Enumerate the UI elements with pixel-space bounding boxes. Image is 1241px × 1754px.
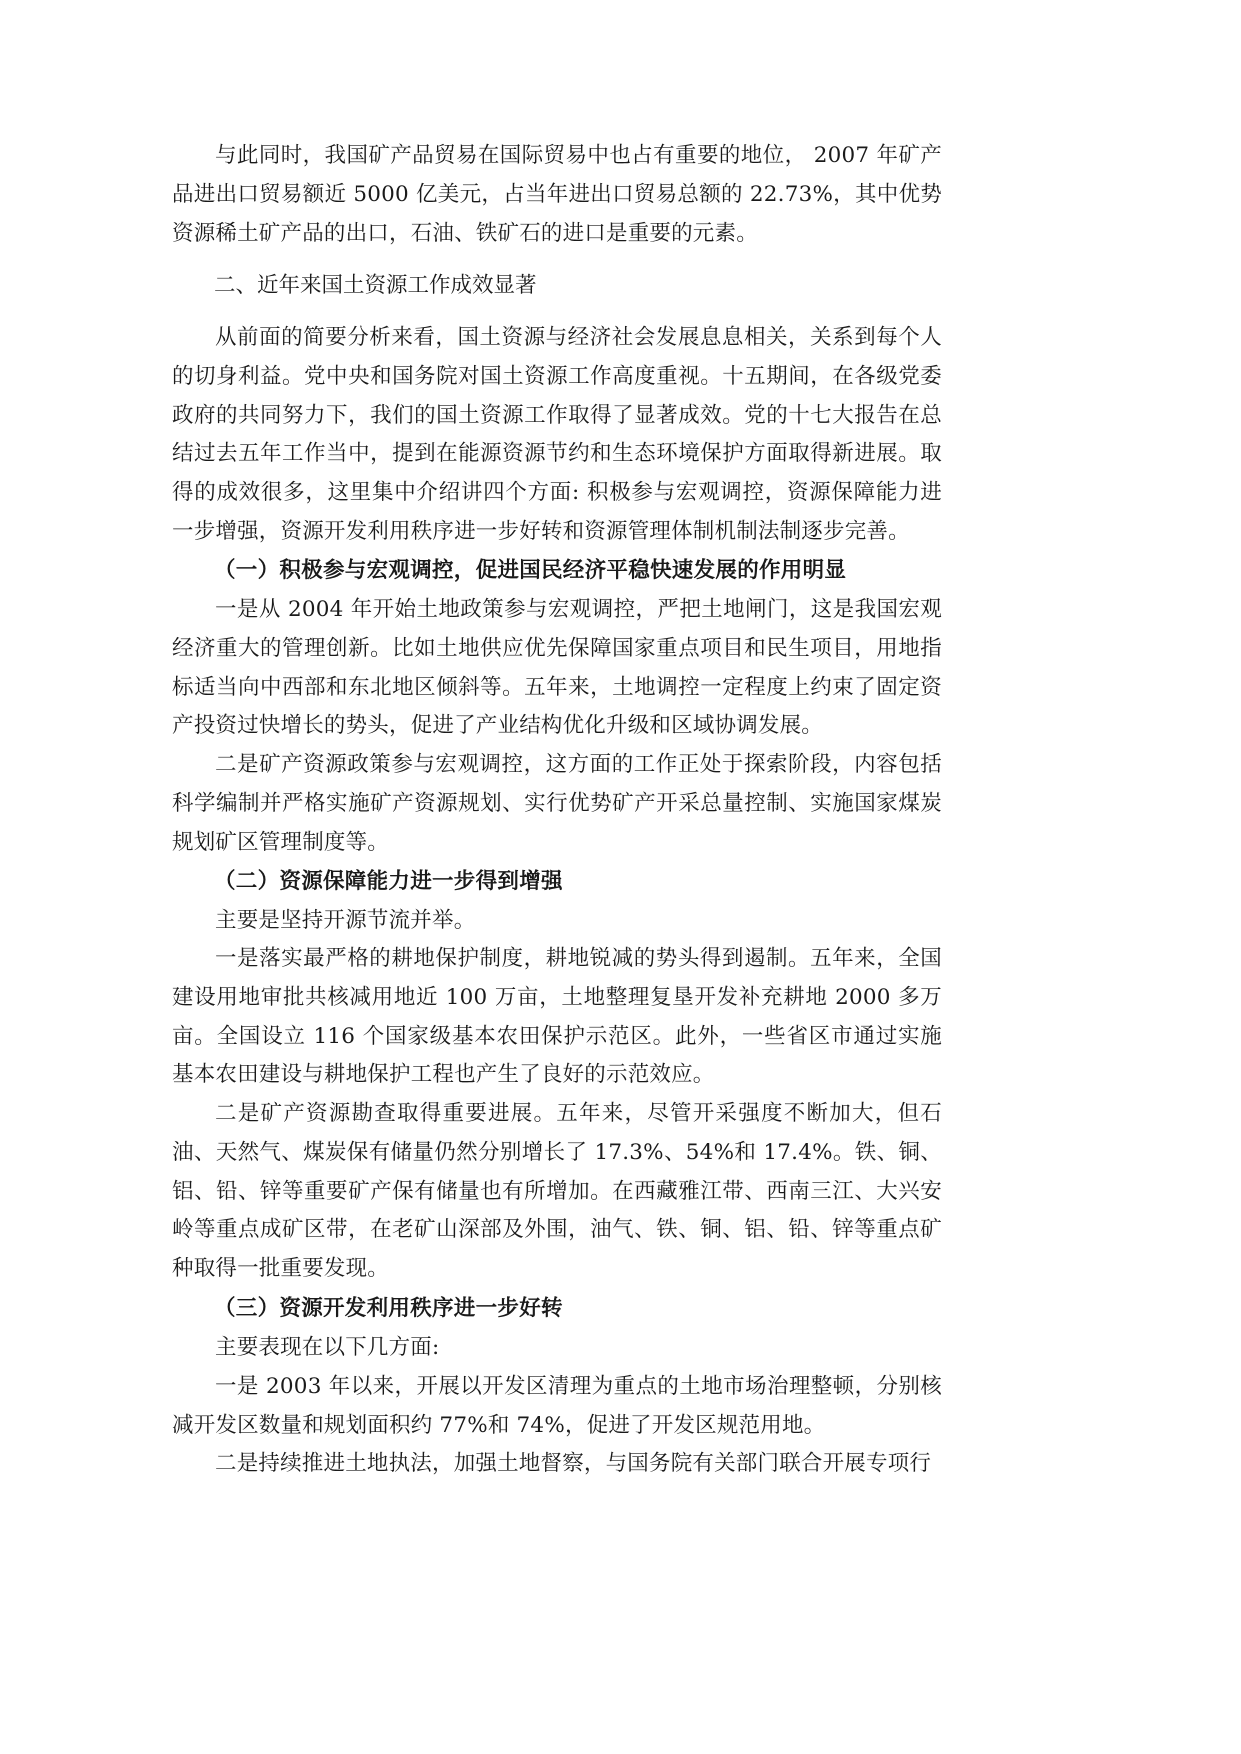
paragraph-exploration: 二是矿产资源勘查取得重要进展。五年来，尽管开采强度不断加大，但石油、天然气、煤炭保有储量仍然分别增长了 17.3%、54%和 17.4%。铁、铜、铝、铅、锌等重要矿产保有储量也有所增加。在西藏雅江带、西南三江、大兴安岭等重点成矿区带，在老矿山深部及外围，油气、铁、铜、铝、铅、锌等重点矿种取得一批重要发现。 [172,1101,942,1282]
subsection-heading-1: （一）积极参与宏观调控，促进国民经济平稳快速发展的作用明显 [214,558,847,583]
paragraph-enforcement: 二是持续推进土地执法，加强土地督察，与国务院有关部门联合开展专项行 [215,1451,932,1476]
paragraph-dev-zone: 一是 2003 年以来，开展以开发区清理为重点的土地市场治理整顿，分别核减开发区数量和规划面积约 77%和 74%，促进了开发区规范用地。 [172,1374,942,1438]
paragraph-farmland-protection: 一是落实最严格的耕地保护制度，耕地锐减的势头得到遏制。五年来，全国建设用地审批共核减用地近 100 万亩，土地整理复垦开发补充耕地 2000 多万亩。全国设立 116 个国家级基本农田保护示范区。此外，一些省区市通过实施基本农田建设与耕地保护工程也产生了良好的示范效应。 [172,946,942,1088]
paragraph-overview: 从前面的简要分析来看，国土资源与经济社会发展息息相关，关系到每个人的切身利益。党中央和国务院对国土资源工作高度重视。十五期间，在各级党委政府的共同努力下，我们的国土资源工作取得了显著成效。党的十七大报告在总结过去五年工作当中，提到在能源资源节约和生态环境保护方面取得新进展。取得的成效很多，这里集中介绍讲四个方面: 积极参与宏观调控，资源保障能力进一步增强，资源开发利用秩序进一步好转和资源管理体制机制法制逐步完善。 [172,325,942,544]
paragraph-mineral-policy: 二是矿产资源政策参与宏观调控，这方面的工作正处于探索阶段，内容包括科学编制并严格实施矿产资源规划、实行优势矿产开采总量控制、实施国家煤炭规划矿区管理制度等。 [172,752,942,855]
section-heading-2: 二、近年来国土资源工作成效显著 [214,273,537,298]
subsection-heading-2: （二）资源保障能力进一步得到增强 [214,869,563,894]
paragraph-land-policy: 一是从 2004 年开始土地政策参与宏观调控，严把土地闸门，这是我国宏观经济重大的管理创新。比如土地供应优先保障国家重点项目和民生项目，用地指标适当向中西部和东北地区倾斜等。五年来，土地调控一定程度上约束了固定资产投资过快增长的势头，促进了产业结构优化升级和区域协调发展。 [172,597,942,739]
paragraph-supply-intro: 主要是坚持开源节流并举。 [215,908,476,933]
paragraph-mineral-trade: 与此同时，我国矿产品贸易在国际贸易中也占有重要的地位， 2007 年矿产品进出口贸易额近 5000 亿美元，占当年进出口贸易总额的 22.73%，其中优势资源稀土矿产品的出口，石油、铁矿石的进口是重要的元素。 [172,143,942,246]
paragraph-order-intro: 主要表现在以下几方面: [215,1335,440,1360]
subsection-heading-3: （三）资源开发利用秩序进一步好转 [214,1296,563,1321]
